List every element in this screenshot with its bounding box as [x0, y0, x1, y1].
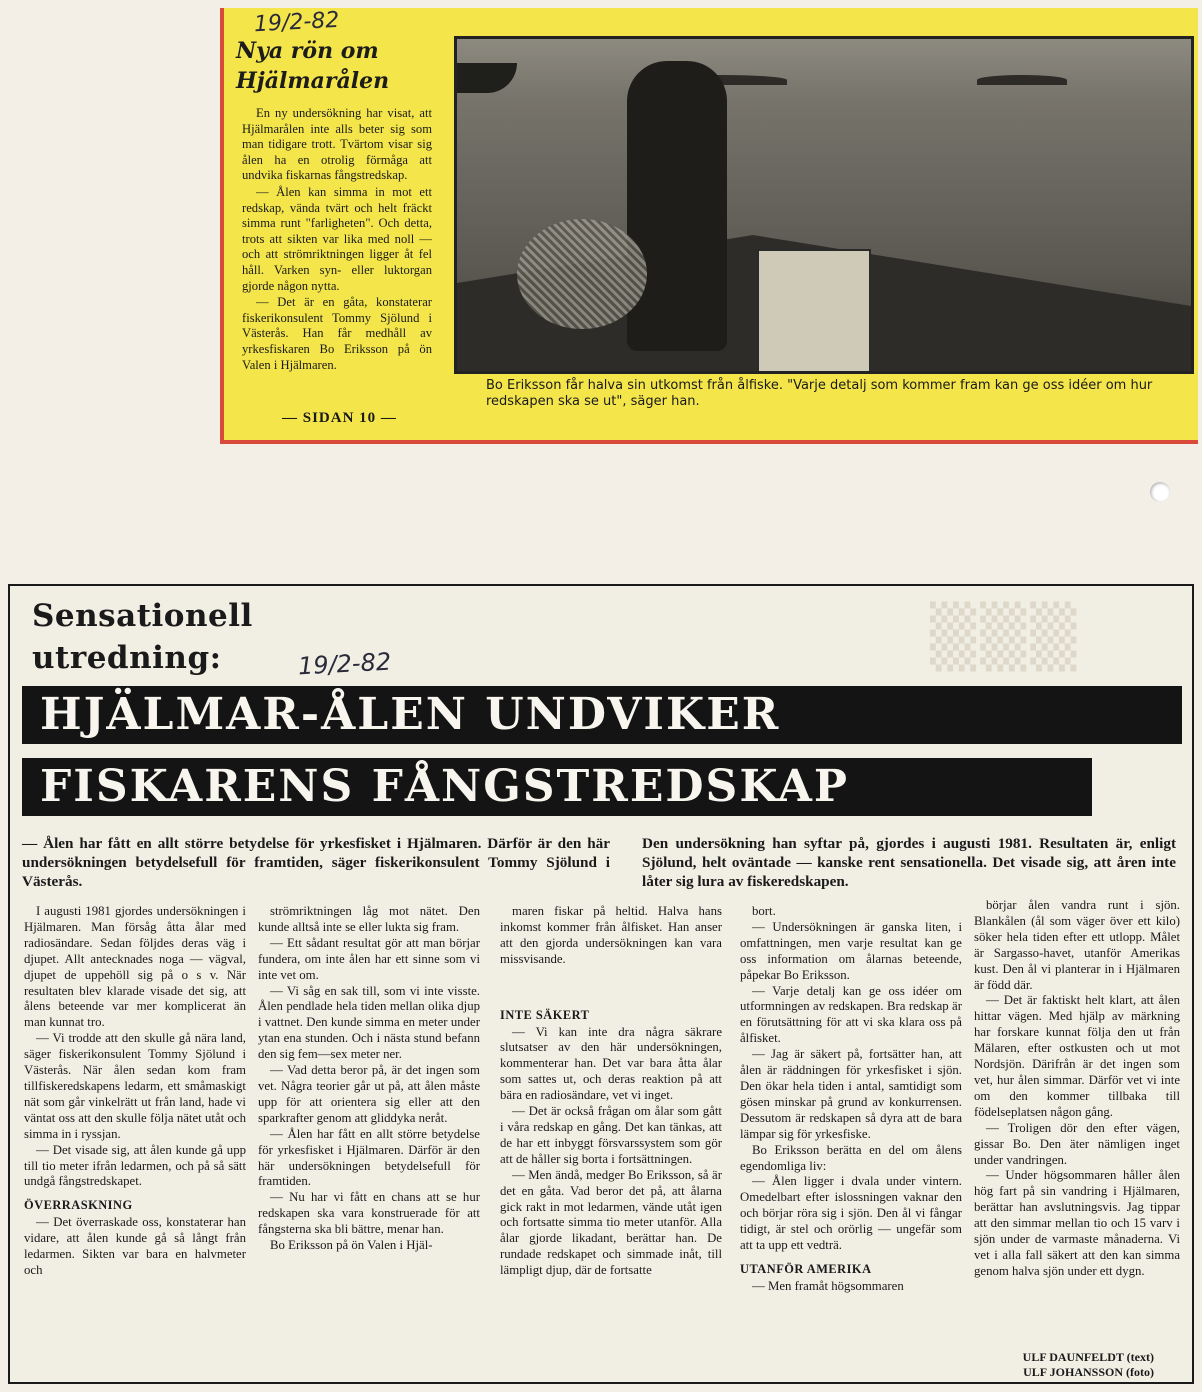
photo-shore — [457, 63, 517, 93]
handwritten-date: 19/2-82 — [253, 7, 340, 38]
paragraph: — Det överraskade oss, konstaterar han vidare, att ålen kunde gå så långt från ledarmen. Sikten var bara en halvmeter och — [24, 1215, 246, 1277]
binder-hole-bottom — [1150, 482, 1170, 502]
fisherman-photo — [454, 36, 1194, 374]
bleed-through-print — [710, 602, 1180, 676]
credit-photo: ULF JOHANSSON (foto) — [1023, 1365, 1154, 1379]
paragraph: — Men ändå, medger Bo Eriksson, så är det en gåta. Vad beror det på, att ålarna gick rakt in mot ledarmen, vände utåt igen och fortsatte simma tio meter utanför. Alla ålar gjorde likadant, berättar han. De rundade redskapet och simmade inåt, till lämpligt djup, där de fortsatte — [500, 1167, 722, 1278]
lead-right: Den undersökning han syftar på, gjordes i augusti 1981. Resultaten är, enligt Sjölund, helt oväntade — kanske rent sensationella. Det visade sig, att åren inte låter sig lura av fiskeredskapen. — [642, 835, 1176, 890]
page-reference: — SIDAN 10 — — [282, 410, 397, 426]
paragraph: — Vad detta beror på, är det ingen som vet. Några teorier går ut på, att ålen måste upp för att orientera sig eller att den sparkrafter genom att gliddyka neråt. — [258, 1063, 480, 1125]
paragraph: — Det är också frågan om ålar som gått i våra redskap en gång. Det kan tänkas, att de har ett inbyggt försvarssystem som gör att de håller sig borta i fortsättningen. — [500, 1104, 722, 1166]
paragraph: — Undersökningen är ganska liten, i omfattningen, men varje resultat kan ge oss information om ålarnas beteende, påpekar Bo Eriksson. — [740, 919, 962, 982]
paragraph: — Ålen har fått en allt större betydelse för yrkesfisket i Hjälmaren. Därför är den här undersökningen betydelsefull för framtiden. — [258, 1126, 480, 1189]
subheading: UTANFÖR AMERIKA — [740, 1261, 872, 1276]
paragraph: — Troligen dör den efter vägen, gissar Bo. Den äter nämligen inget under vandringen. — [974, 1120, 1180, 1167]
paragraph: — Vi kan inte dra några säkrare slutsatser av den här undersökningen, kommenterar han. Det var bara åtta ålar som sattes ut, och deras reaktion på att bära en radiosändare, vet vi inget. — [500, 1024, 722, 1103]
paragraph: — Ålen kan simma in mot ett redskap, vända tvärt och helt fräckt simma runt "farligheten". Och detta, trots att sikten var lika med noll — och att strömriktningen ligger åt fel håll. Varken syn- eller luktorgan gjorde någon nytta. — [242, 184, 432, 293]
column-3 — [500, 904, 722, 1279]
column-1 — [24, 904, 246, 1279]
kicker-line-1: Sensationell — [32, 598, 253, 634]
column-4 — [740, 904, 962, 1295]
paragraph: — Under högsommaren håller ålen hög fart på sin vandring i Hjälmaren, berättar han avslutningsvis. Jag tippar att den simmar mellan tio och 15 varv i sjön under de varmaste månaderna. Vi vet i alla fall säkert att den kan simma genom halva sjön under ett dygn. — [974, 1168, 1180, 1278]
paragraph: Bo Eriksson på ön Valen i Hjäl- — [270, 1238, 433, 1253]
kicker-line-2: utredning: — [32, 640, 222, 676]
paragraph: — Vi trodde att den skulle gå nära land, säger fiskerikonsulent Tommy Sjölund i Västerås. När ålen sedan kom fram tillfiskeredskapens ledarm, ett småmaskigt nät som går vinkelrätt ut från land, hade vi väntat oss att den skulle följa nätet utåt och simma in i ryssjan. — [24, 1031, 246, 1141]
subheading: ÖVERRASKNING — [24, 1198, 133, 1213]
paragraph: — Ett sådant resultat gör att man börjar fundera, om inte ålen har ett sinne som vi inte vet om. — [258, 935, 480, 982]
paragraph: — Men framåt högsommaren — [752, 1278, 904, 1293]
paragraph: En ny undersökning har visat, att Hjälmarålen inte alls beter sig som man tidigare trott. Tvärtom visar sig ålen ha en otrolig förmåga att undvika fiskarnas fångstredskap. — [242, 106, 432, 183]
column-2 — [258, 904, 480, 1254]
bleed-through-mark: ▒▒▒ — [930, 602, 1081, 672]
column-5 — [974, 898, 1180, 1280]
photo-island — [977, 75, 1067, 85]
paragraph: börjar ålen vandra runt i sjön. Blankålen (ål som väger över ett kilo) söker hela tiden efter ett utlopp. Målet är Sargasso-havet, utanför Amerikas kust. Den ål vi planterar in i Hjälmaren är född där. — [974, 898, 1180, 992]
photo-caption: Bo Eriksson får halva sin utkomst från ålfiske. "Varje detalj som kommer fram kan ge oss idéer om hur redskapen ska se ut", säger han. — [486, 378, 1153, 409]
paragraph: — Det är en gåta, konstaterar fiskerikonsulent Tommy Sjölund i Västerås. Han får medhåll av yrkesfiskaren Bo Eriksson på ön Valen i Hjälmaren. — [242, 295, 432, 372]
clipping-1-body — [242, 106, 432, 374]
paragraph: bort. — [752, 904, 776, 918]
subheading: INTE SÄKERT — [500, 1007, 590, 1022]
handwritten-date: 19/2-82 — [297, 647, 392, 681]
paragraph: — Jag är säkert på, fortsätter han, att ålen är räddningen för yrkesfisket i sjön. Den ökar hela tiden i antal, samtidigt som gösen minskar på grund av konkurrensen. Dessutom är redskapen så dyra att de bara lämpar sig för yrkesfiske. — [740, 1047, 962, 1141]
paragraph: — Det visade sig, att ålen kunde gå upp till tio meter ifrån ledarmen, och på så sätt undgå fångstredskapet. — [24, 1142, 246, 1189]
credit-text: ULF DAUNFELDT (text) — [1022, 1350, 1154, 1364]
lead-left: — Ålen har fått en allt större betydelse för yrkesfisket i Hjälmaren. Därför är den här undersökningen betydelsefull för framtiden, säger fiskerikonsulent Tommy Sjölund i Västerås. — [22, 835, 610, 890]
clipping-1 — [220, 8, 1198, 444]
paragraph: — Nu har vi fått en chans att se hur redskapen ska vara konstruerade för att fångsterna ska bli bättre, menar han. — [258, 1190, 480, 1237]
paragraph: — Varje detalj kan ge oss idéer om utformningen av redskapen. Bra redskap är en förutsättning för att vi ska klara oss på ålfisket. — [740, 983, 962, 1046]
clipping-2 — [8, 584, 1194, 1384]
paragraph: — Det är faktiskt helt klart, att ålen hittar vägen. Med hjälp av märkning har forskare kunnat följa den ut från Mälaren, efter ostkusten och ut mot Nordsjön. Därifrån är det ingen som vet, hur ålen simmar. Därför vet vi inte om den kommer tillbaka till födelseplatsen någon gång. — [974, 993, 1180, 1119]
paragraph: strömriktningen låg mot nätet. Den kunde alltså inte se eller lukta sig fram. — [258, 904, 480, 934]
paragraph: maren fiskar på heltid. Halva hans inkomst kommer från ålfisket. Han anser att den gjorda undersökningen kan vara missvisande. — [500, 904, 722, 966]
paragraph: Bo Eriksson berätta en del om ålens egendomliga liv: — [740, 1142, 962, 1173]
paragraph: — Vi såg en sak till, som vi inte visste. Ålen pendlade hela tiden mellan olika djup i vattnet. Den kunde simma en meter under ytan ena stunden. Och i nästa stund befann den sig fem—sex meter ner. — [258, 983, 480, 1062]
headline-line-1: HJÄLMAR-ÅLEN UNDVIKER — [22, 686, 1182, 744]
photo-crate — [757, 249, 871, 373]
photo-net — [517, 219, 647, 329]
photo-fisherman — [627, 61, 727, 351]
clipping-1-title: Nya rön om Hjälmarålen — [236, 38, 390, 94]
paragraph: — Ålen ligger i dvala under vintern. Omedelbart efter islossningen vaknar den och börjar röra sig i sjön. Den ål vi fångar tidigt, är stel och orörlig — ungefär som att ta upp ett vedträ. — [740, 1174, 962, 1253]
headline-line-2: FISKARENS FÅNGSTREDSKAP — [22, 758, 1092, 816]
byline — [1023, 1350, 1154, 1380]
paragraph: I augusti 1981 gjordes undersökningen i Hjälmaren. Man försåg åtta ålar med radiosändare. Sedan följdes deras väg i djupet. Allt antecknades noga — vägval, djupet de uppehöll sig på o s v. När resultaten blev klarade visade det sig, att ålens beteende var mer komplicerat än man kunnat tro. — [24, 904, 246, 1030]
